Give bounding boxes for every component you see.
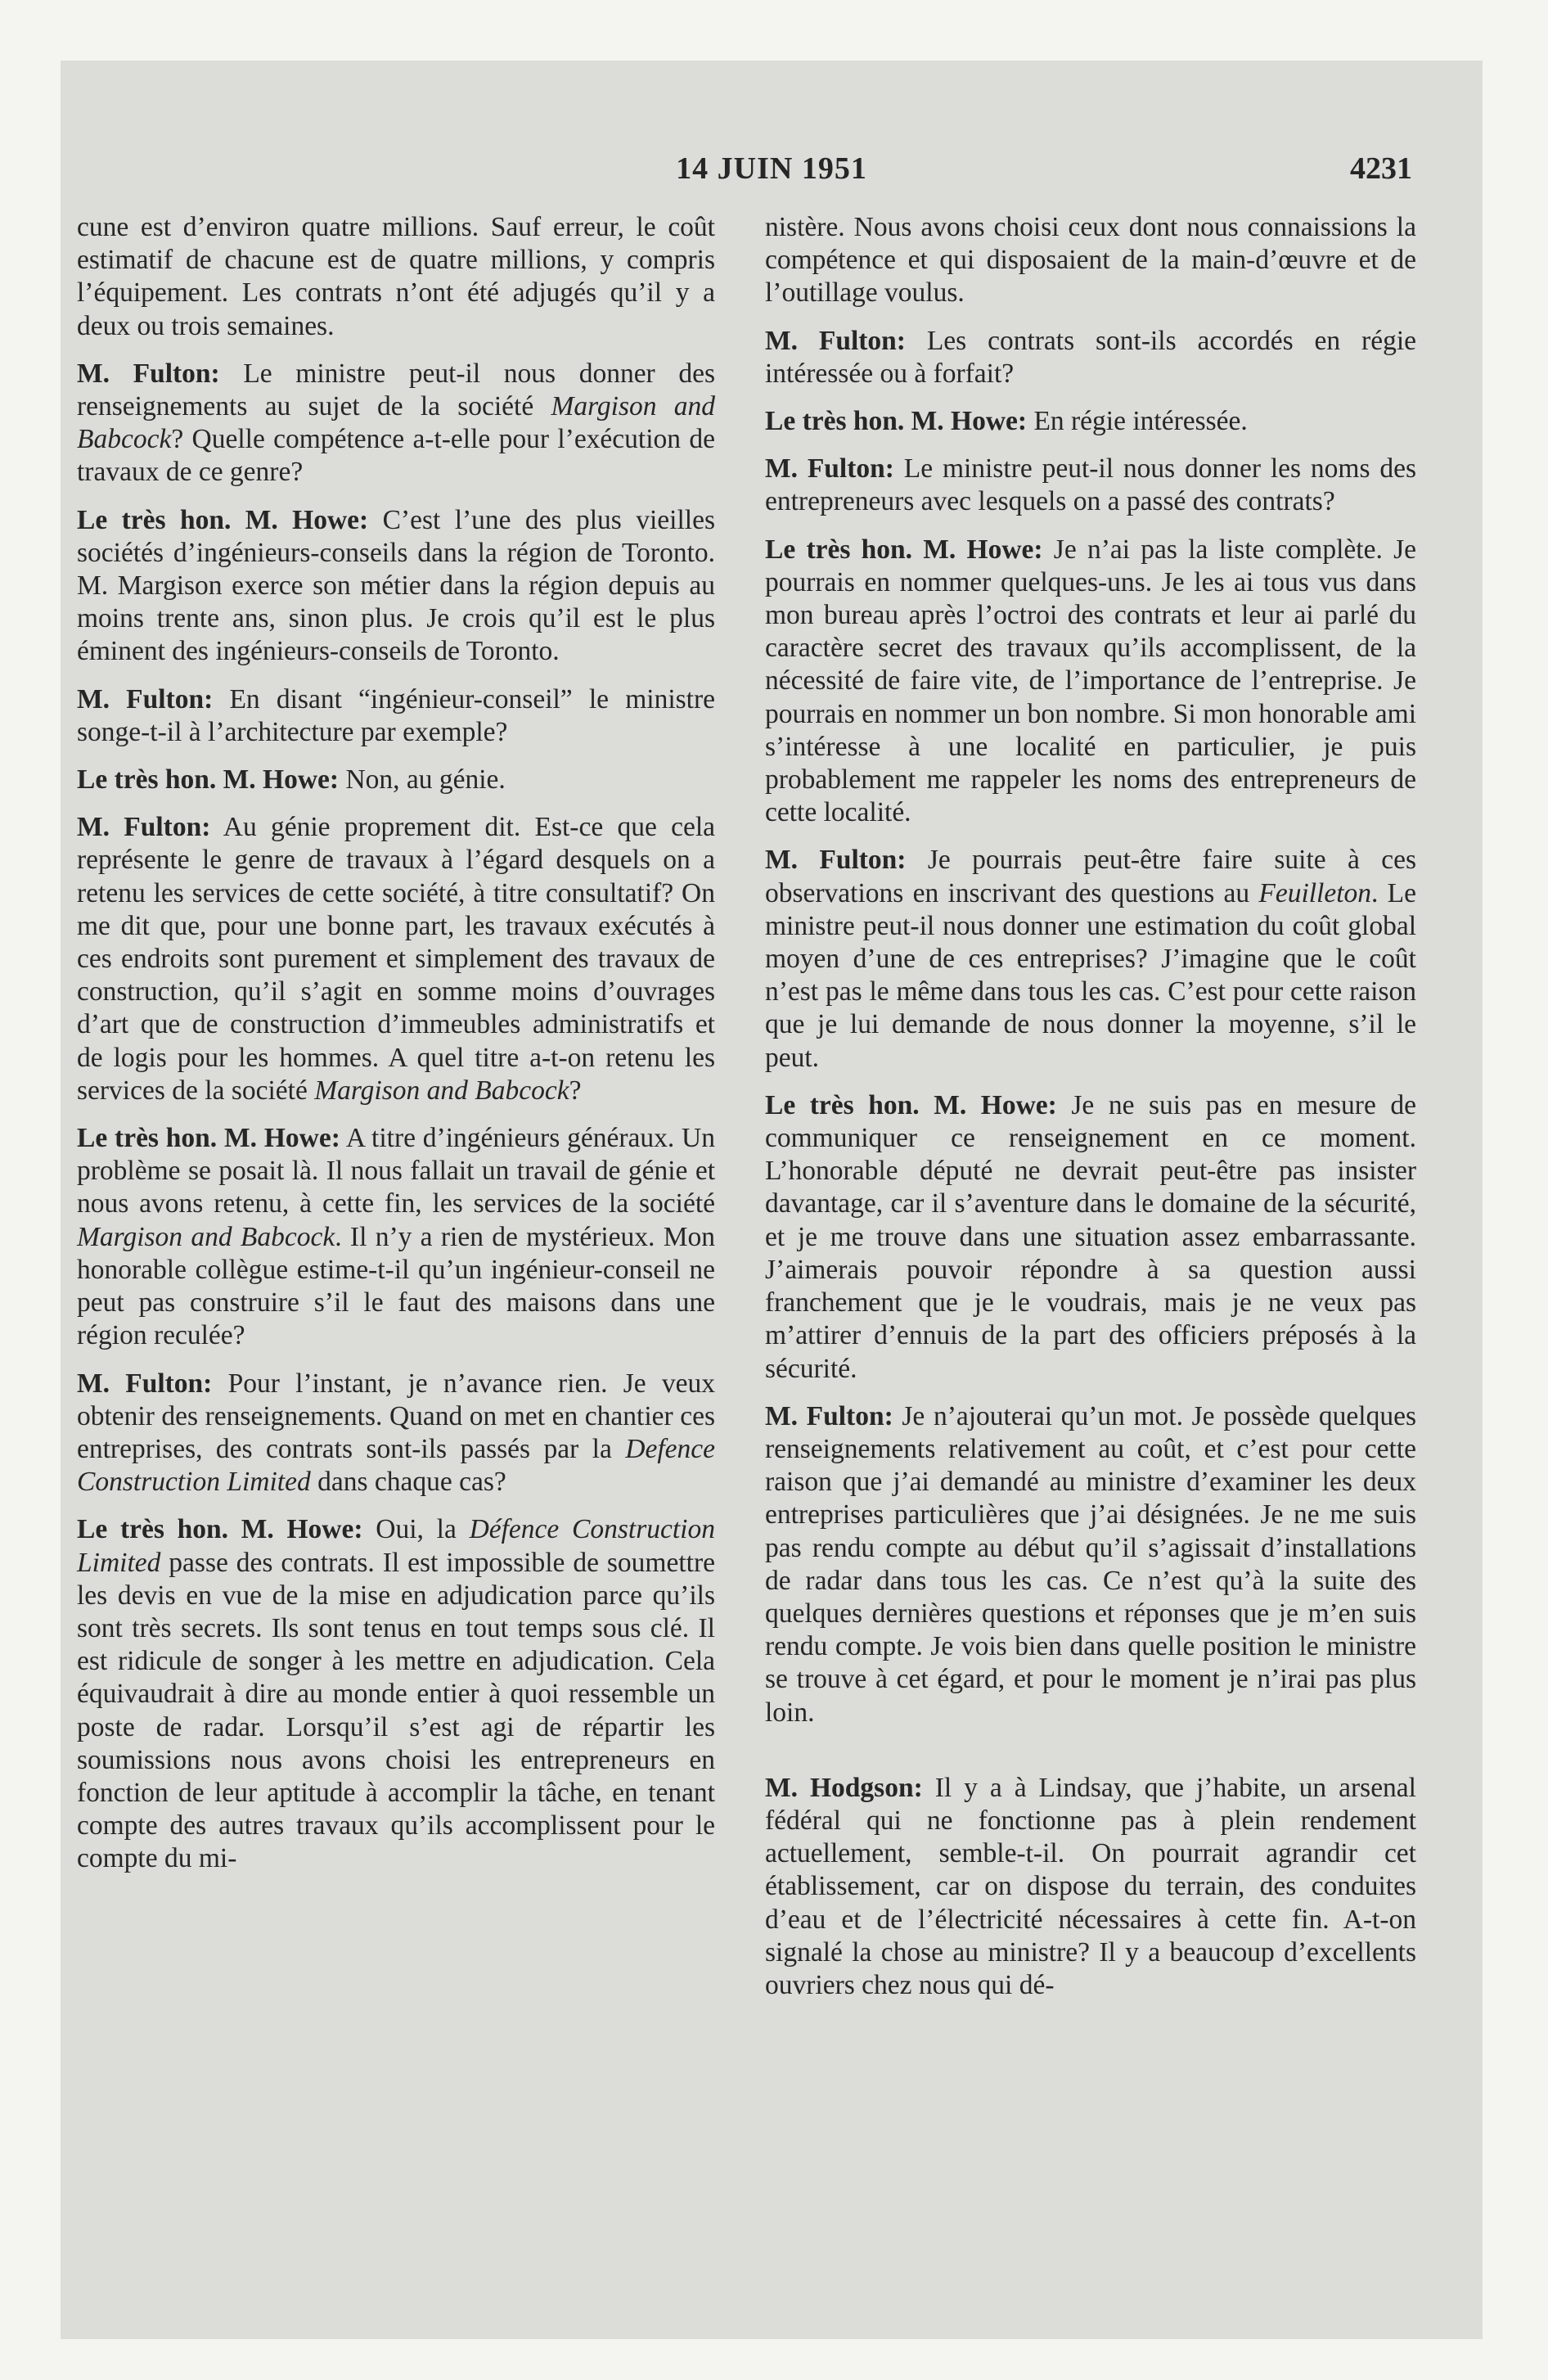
page-number: 4231 <box>1350 151 1412 186</box>
right-column <box>765 211 1416 2017</box>
body-text: ? <box>569 1075 582 1106</box>
body-text: Au génie proprement dit. Est-ce que cela représente le genre de travaux à l’égard desquels on a retenu les services de cette société, à titre consultatif? On me dit que, pour une bonne part, les travaux exécutés à ces endroits sont purement et simplement des travaux de construction, qu’il s’agit en somme moins d’ouvrages d’art que de construction d’immeubles administratifs et de logis pour les hommes. A quel titre a-t-on retenu les services de la société <box>77 812 715 1106</box>
page-scan <box>61 61 1483 2339</box>
body-text: En régie intéressée. <box>1027 406 1248 437</box>
body-text: Pour l’instant, je n’avance rien. Je veux obtenir des renseignements. Quand on met en chantier ces entreprises, des contrats sont-ils passés par la <box>77 1368 715 1464</box>
body-text: dans chaque cas? <box>310 1467 506 1498</box>
speaker-name: Le très hon. M. Howe: <box>765 534 1043 565</box>
body-text: Non, au génie. <box>339 764 506 796</box>
paragraph <box>765 453 1416 518</box>
speaker-name: M. Fulton: <box>77 683 214 714</box>
speaker-name: M. Fulton: <box>765 845 907 876</box>
body-text: A titre d’ingénieurs généraux. Un problème se posait là. Il nous fallait un travail de génie et nous avons retenu, à cette fin, les services de la société <box>77 1123 715 1219</box>
body-text: Oui, la <box>362 1514 470 1545</box>
body-text: Je ne suis pas en mesure de communiquer ce renseignement en ce moment. L’honorable député ne devrait peut-être pas insister davantage, car il s’aventure dans le domaine de la sécurité, et je me trouve dans une situation assez embarrassante. J’aimerais pouvoir répondre à sa question aussi franchement que je le voudrais, mais je ne veux pas m’attirer d’ennuis de la part des officiers préposés à la sécurité. <box>765 1089 1416 1384</box>
speaker-name: M. Fulton: <box>77 1368 213 1399</box>
paragraph <box>77 683 715 749</box>
paragraph-gap <box>765 1744 1416 1772</box>
paragraph <box>765 1400 1416 1729</box>
paragraph <box>77 764 715 796</box>
body-text: cune est d’environ quatre millions. Sauf erreur, le coût estimatif de chacune est de quatre millions, y compris l’équipement. Les contrats n’ont été adjugés qu’il y a deux ou trois semaines. <box>77 212 715 341</box>
speaker-name: Le très hon. M. Howe: <box>765 406 1028 437</box>
speaker-name: M. Fulton: <box>765 1400 893 1431</box>
paragraph <box>77 358 715 489</box>
body-text: passe des contrats. Il est impossible de soumettre les devis en vue de la mise en adjudication parce qu’ils sont très secrets. Ils sont tenus en tout temps sous clé. Il est ridicule de songer à les mettre en adjudication. Cela équivaudrait à dire au monde entier à quoi ressemble un poste de radar. Lorsqu’il s’est agi de répartir les soumissions nous avons choisi les entrepreneurs en fonction de leur aptitude à accomplir la tâche, en tenant compte des autres travaux qu’ils accomplissent pour le compte du mi- <box>77 1547 715 1874</box>
paragraph <box>765 1089 1416 1386</box>
paragraph <box>77 1122 715 1352</box>
body-text: ? Quelle compétence a-t-elle pour l’exécution de travaux de ce genre? <box>77 424 715 488</box>
italic-text: Margison and Babcock <box>77 1221 335 1252</box>
italic-text: Margison and Babcock <box>77 391 715 455</box>
page-header <box>61 151 1483 200</box>
paragraph <box>765 211 1416 310</box>
italic-text: Defence Construction Limited <box>77 1433 715 1498</box>
speaker-name: M. Hodgson: <box>765 1772 923 1803</box>
italic-text: Feuilleton <box>1258 877 1372 908</box>
body-text: . Le ministre peut-il nous donner une estimation du coût global moyen d’une de ces entreprises? J’imagine que le coût n’est pas le même dans tous les cas. C’est pour cette raison que je lui demande de nous donner la moyenne, s’il le peut. <box>765 877 1416 1073</box>
paragraph <box>765 405 1416 438</box>
paragraph <box>765 534 1416 830</box>
left-column <box>77 211 715 1891</box>
paragraph <box>77 1368 715 1499</box>
italic-text: Défence Construction Limited <box>77 1514 715 1578</box>
body-text: Je pourrais peut-être faire suite à ces observations en inscrivant des questions au <box>765 845 1417 908</box>
speaker-name: Le très hon. M. Howe: <box>77 764 340 796</box>
body-text: Le ministre peut-il nous donner des renseignements au sujet de la société <box>77 358 715 422</box>
body-text: C’est l’une des plus vieilles sociétés d’ingénieurs-conseils dans la région de Toronto. M. Margison exerce son métier dans la région depuis au moins trente ans, sinon plus. Je crois qu’il est le plus éminent des ingénieurs-conseils de Toronto. <box>77 504 715 667</box>
body-text: nistère. Nous avons choisi ceux dont nous connaissions la compétence et qui disposaient de la main-d’œuvre et de l’outillage voulus. <box>765 212 1416 309</box>
body-text: . Il n’y a rien de mystérieux. Mon honorable collègue estime-t-il qu’un ingénieur-conseil ne peut pas construire s’il le faut des maisons dans une région reculée? <box>77 1221 716 1351</box>
paragraph <box>77 811 715 1107</box>
speaker-name: M. Fulton: <box>765 325 906 356</box>
paragraph <box>77 504 715 669</box>
speaker-name: Le très hon. M. Howe: <box>77 1514 363 1545</box>
body-text: Je n’ai pas la liste complète. Je pourrais en nommer quelques-uns. Je les ai tous vus dans mon bureau après l’octroi des contrats et leur ai parlé du caractère secret des travaux qu’ils accomplissent, de la nécessité de faire vite, de l’importance de l’entreprise. Je pourrais en nommer un bon nombre. Si mon honorable ami s’intéresse à une localité en particulier, je puis probablement me rappeler les noms des entrepreneurs de cette localité. <box>765 534 1416 828</box>
speaker-name: M. Fulton: <box>765 453 894 485</box>
body-text: Les contrats sont-ils accordés en régie intéressée ou à forfait? <box>765 325 1416 389</box>
paragraph <box>765 1772 1416 2002</box>
paragraph <box>765 844 1416 1074</box>
header-date: 14 JUIN 1951 <box>676 151 867 186</box>
body-text: En disant “ingénieur-conseil” le ministre songe-t-il à l’architecture par exemple? <box>77 683 716 747</box>
paragraph <box>765 325 1416 390</box>
body-text: Le ministre peut-il nous donner les noms des entrepreneurs avec lesquels on a passé des contrats? <box>765 453 1416 517</box>
italic-text: Margison and Babcock <box>314 1075 569 1106</box>
speaker-name: M. Fulton: <box>77 358 220 389</box>
speaker-name: M. Fulton: <box>77 812 211 843</box>
speaker-name: Le très hon. M. Howe: <box>765 1089 1057 1120</box>
speaker-name: Le très hon. M. Howe: <box>77 1123 340 1154</box>
body-text: Je n’ajouterai qu’un mot. Je possède quelques renseignements relativement au coût, et c’est pour cette raison que j’ai demandé au ministre d’examiner les deux entreprises particulières que j’ai désignées. Je ne me suis pas rendu compte au début qu’il s’agissait d’installations de radar dans tous les cas. Ce n’est qu’à la suite des quelques dernières questions et réponses que je m’en suis rendu compte. Je vois bien dans quelle position le ministre se trouve à cet égard, et pour le moment je n’irai pas plus loin. <box>765 1400 1416 1728</box>
body-text: Il y a à Lindsay, que j’habite, un arsenal fédéral qui ne fonctionne pas à plein rendement actuellement, semble-t-il. On pourrait agrandir cet établissement, car on dispose du terrain, des conduites d’eau et de l’électricité nécessaires à cette fin. A-t-on signalé la chose au ministre? Il y a beaucoup d’excellents ouvriers chez nous qui dé- <box>765 1772 1416 2000</box>
speaker-name: Le très hon. M. Howe: <box>77 504 369 535</box>
paragraph <box>77 1513 715 1875</box>
paragraph <box>77 211 715 343</box>
